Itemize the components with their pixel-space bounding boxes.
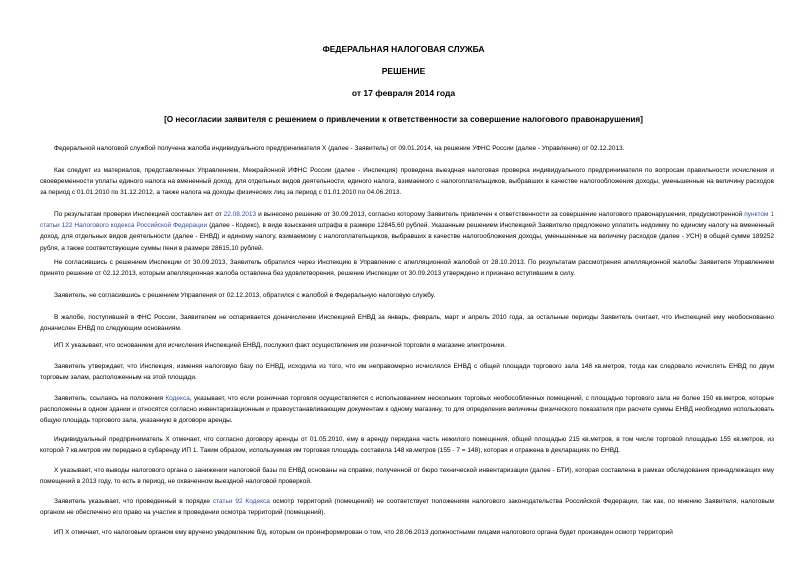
paragraph-text: и вынесено решение от 30.09.2013, согласно которому Заявитель привлечен к ответственности за совершение налогового правонарушения, предусмотренной xyxy=(256,211,745,218)
document-subject: [О несогласии заявителя с решением о привлечении к ответственности за совершение налогового правонарушения] xyxy=(164,115,643,124)
document-date: от 17 февраля 2014 года xyxy=(351,88,456,98)
paragraph-text: осмотр территорий (помещений) не соответствует положениям налогового законодательства Российской Федерации, так как, по мнению Заявителя, налоговым органом не обеспечено его право на участие в проведении осмотра территорий (помещений). xyxy=(40,498,774,517)
paragraph-retail-basis: ИП Х указывает, что основанием для исчисления Инспекцией ЕНВД, послужил факт осуществления им розничной торговли в магазине электроники. xyxy=(54,342,506,349)
agency-heading: ФЕДЕРАЛЬНАЯ НАЛОГОВАЯ СЛУЖБА xyxy=(322,44,485,54)
tax-code-article-92-link[interactable]: статьи 92 Кодекса xyxy=(212,498,270,505)
paragraph-complaint: Федеральной налоговой службой получена жалоба индивидуального предпринимателя Х (далее - Заявитель) от 09.01.2014, на решение УФНС России (далее - Управление) от 02.12.2013. xyxy=(54,145,625,152)
paragraph-notice: ИП Х отмечает, что налоговым органом ему вручено уведомление б/д, которым он проинформирован о том, что 28.06.2013 должностными лицами налогового органа будет произведен осмотр территорий xyxy=(54,529,673,536)
paragraph-inspection xyxy=(40,496,774,518)
paragraph-text: По результатам проверки Инспекцией составлен акт от xyxy=(54,211,224,218)
paragraph-text: Заявитель указывает, что проведенный в порядке xyxy=(54,498,213,505)
document-type-heading: РЕШЕНИЕ xyxy=(381,66,426,76)
act-date-link[interactable]: 22.08.2013 xyxy=(223,211,257,218)
paragraph-audit: Как следует из материалов, представленных Управлением, Межрайонной ИФНС России (далее - Инспекция) проведена выездная налоговая проверка индивидуального предпринимателя по вопросам правильности исчисления и своевременности уплаты единого налога на вмененный доход, для отдельных видов деятельности, единого налога, взимаемого с налогоплательщиков, выбравших в качестве налогообложения доходы, уменьшенные на величину расходов за период с 01.01.2010 по 31.12.2012, а также налога на доходы физических лиц за период с 01.01.2010 по 04.06.2013. xyxy=(40,167,774,197)
paragraph-lease: Индивидуальный предприниматель Х отмечает, что согласно договору аренды от 01.05.2010, ему в аренду передана часть нежилого помещения, общей площадью 215 кв.метров, в том числе торговой площадью 155 кв.метров, из которой 7 кв.метров им передано в субаренду ИП 1. Таким образом, используемая им торговая площадь составила 148 кв.метров (155 - 7 = 148), которая и отражена в декларациях по ЕНВД. xyxy=(40,436,774,455)
paragraph-fns-complaint: Заявитель, не согласившись с решением Управления от 02.12.2013, обратился с жалобой в Федеральную налоговую службу. xyxy=(54,292,436,299)
paragraph-complaint-content: В жалобе, поступившей в ФНС России, Заявителем не оспаривается доначисление Инспекцией ЕНВД за январь, февраль, март и апрель 2010 года, за остальные периоды Заявитель считает, что Инспекцией ему необоснованно доначислен ЕНВД по следующим основаниям. xyxy=(40,314,774,333)
paragraph-text: , указывает, что если розничная торговля осуществляется с использованием нескольких торговых необособленных помещений, с площадью торгового зала не более 150 кв.метров, которые расположены в одном здании и относятся согласно инвентаризационным и правоустанавливающим документам к одному магазину, то для определения величины физического показателя при расчете суммы ЕНВД необходимо использовать общую площадь торгового зала, указанную в договоре аренды. xyxy=(40,395,775,425)
tax-code-link[interactable]: Кодекса xyxy=(165,395,190,402)
paragraph-audit-results xyxy=(40,209,774,254)
paragraph-code-provisions xyxy=(40,393,774,427)
paragraph-appeal: Не согласившись с решением Инспекции от 30.09.2013, Заявитель обратился через Инспекцию в Управление с апелляционной жалобой от 28.10.2013. По результатам рассмотрения апелляционной жалобы Заявителя Управлением принято решение от 02.12.2013, которым апелляционная жалоба оставлена без удовлетворения, решение Инспекции от 30.09.2013 утверждено и признано вступившим в силу. xyxy=(40,259,774,278)
paragraph-text: Заявитель, ссылаясь на положения xyxy=(54,395,166,402)
paragraph-text: (далее - Кодекс), в виде взыскания штрафа в размере 12845,60 рублей. Указанным решением Инспекцией Заявителю предложено уплатить недоимку по единому налогу на вмененный доход, для отдельных видов деятельности (далее - ЕНВД) и единому налогу, взимаемому с налогоплательщиков, выбравших в качестве налогообложения доходы, уменьшенные на величину расходов (далее - УСН) в общей сумме 189252 рубля, а также соответствующие суммы пени в размере 28615,10 рублей. xyxy=(40,222,774,252)
tax-code-article-122-link[interactable]: пунктом 1 статьи 122 Налогового кодекса Российской Федерации xyxy=(40,211,774,230)
paragraph-bti: Х указывает, что выводы налогового органа о занижении налоговой базы по ЕНВД основаны на справке, полученной от бюро технической инвентаризации (далее - БТИ), которая составлена в рамках обследования принадлежащих ему помещений в 2013 году, то есть в период, не охваченном выездной налоговой проверкой. xyxy=(40,467,774,486)
paragraph-trading-hall: Заявитель утверждает, что Инспекция, изменяя налоговую базу по ЕНВД, исходила из того, что им неправомерно исчислялся ЕНВД с общей площади торгового зала 148 кв.метров, тогда как следовало исчислять ЕНВД по двум торговым залам, расположенным на этой площади. xyxy=(40,363,774,382)
